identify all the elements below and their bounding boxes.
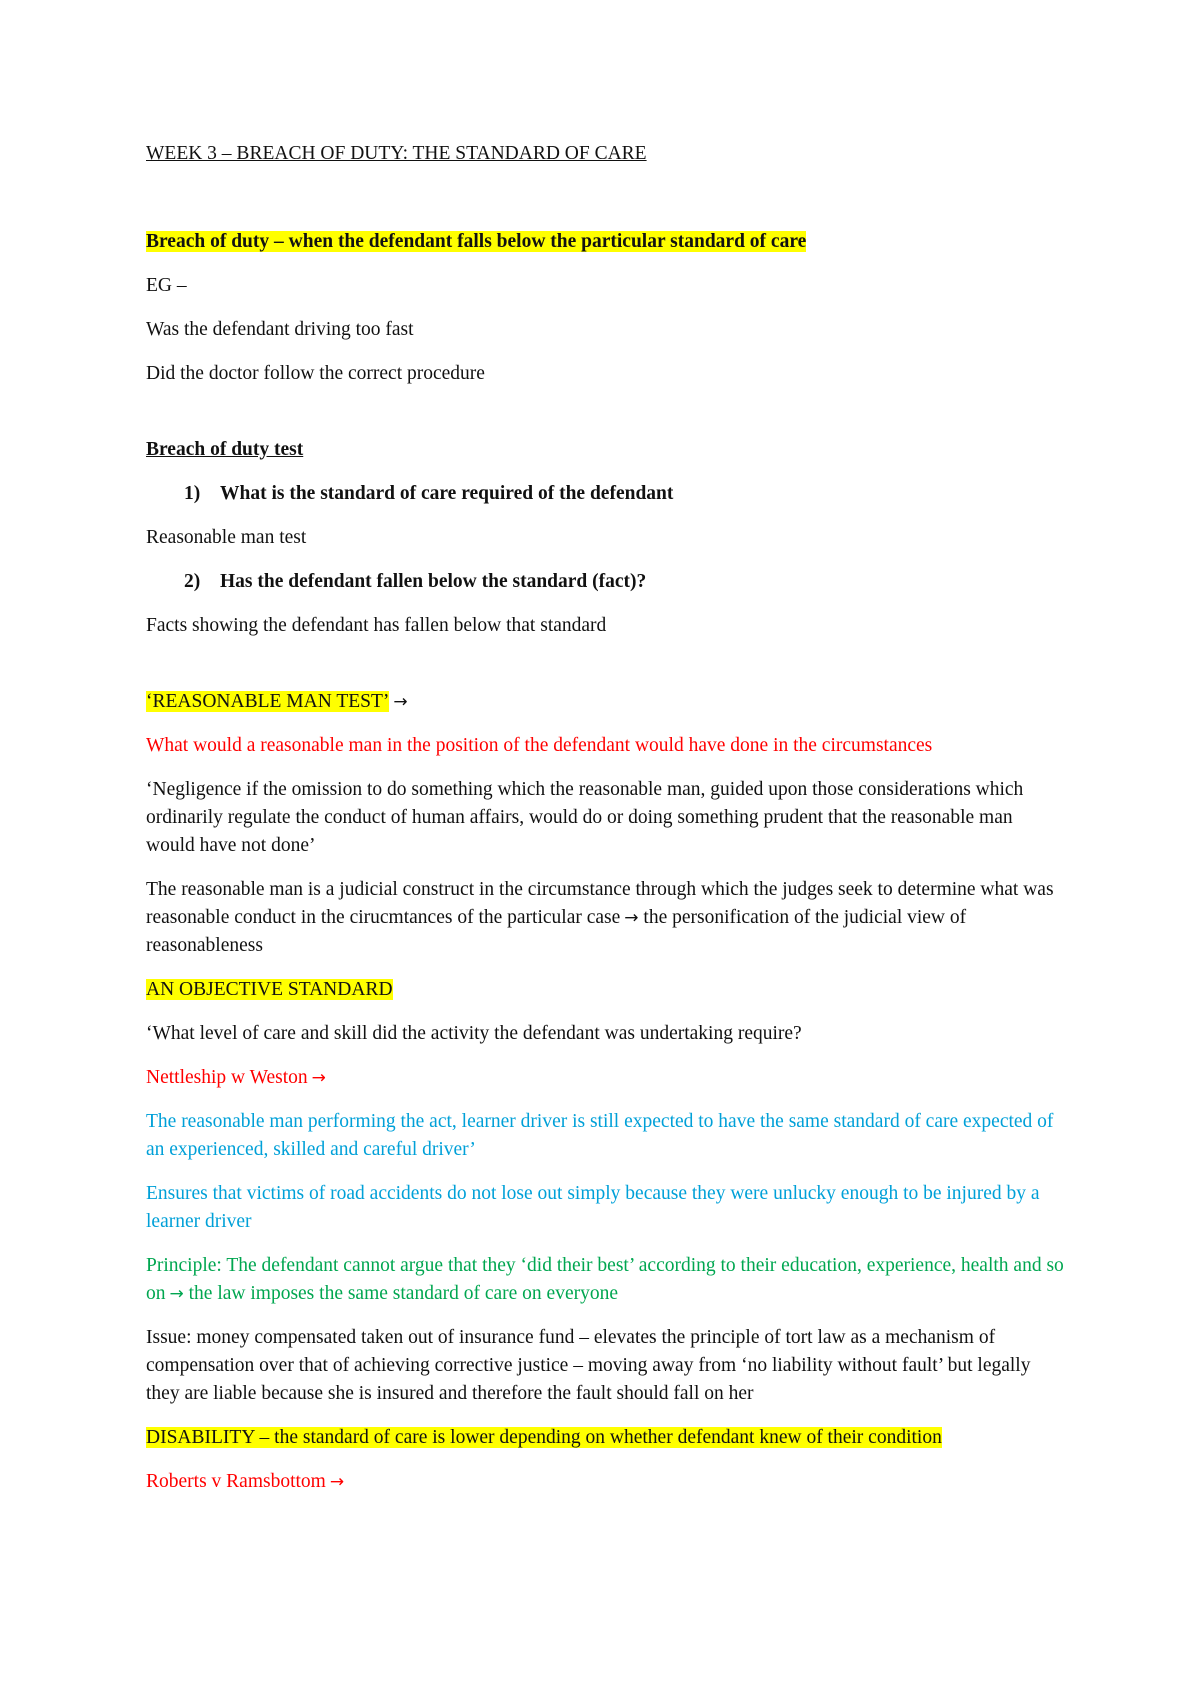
eg-label: EG – xyxy=(146,275,187,296)
document-title: WEEK 3 – BREACH OF DUTY: THE STANDARD OF CARE xyxy=(146,143,647,164)
nettleship-issue: Issue: money compensated taken out of insurance fund – elevates the principle of tort law as a mechanism of compensation over that of achieving corrective justice – moving away from ‘no liability without fault’ but legally they are liable because she is insured and therefore the fault should fall on her xyxy=(146,1327,1031,1404)
nettleship-holding: The reasonable man performing the act, learner driver is still expected to have the same standard of care expected of an experienced, skilled and careful driver’ xyxy=(146,1111,1054,1160)
negligence-quote: ‘Negligence if the omission to do something which the reasonable man, guided upon those considerations which ordinarily regulate the conduct of human affairs, would do or doing something prudent that the reasonable man would have not done’ xyxy=(146,779,1024,856)
objective-heading-text: AN OBJECTIVE STANDARD xyxy=(146,979,393,1000)
reasonable-man-heading xyxy=(146,688,1066,716)
step-number: 1) xyxy=(184,483,201,504)
disability-heading xyxy=(146,1424,1066,1452)
arrow-right-icon: → xyxy=(329,1472,345,1492)
breach-definition xyxy=(146,228,1066,256)
test-heading: Breach of duty test xyxy=(146,439,304,460)
arrow-right-icon: → xyxy=(169,1284,184,1304)
eg-item: Was the defendant driving too fast xyxy=(146,319,414,340)
nettleship-principle xyxy=(146,1252,1066,1308)
test-step-1 xyxy=(184,480,1066,508)
objective-heading xyxy=(146,976,1066,1004)
judicial-construct-text: The reasonable man is a judicial construct in the circumstance through which the judges seek to determine what was reasonable conduct in the cirucmtances of the particular case xyxy=(146,879,1054,928)
step-number: 2) xyxy=(184,571,201,592)
judicial-construct-continuation: the personification of the judicial view of reasonableness xyxy=(146,907,967,956)
principle-continuation: the law imposes the same standard of care on everyone xyxy=(188,1283,619,1304)
step-answer: Facts showing the defendant has fallen below that standard xyxy=(146,615,607,636)
arrow-right-icon: → xyxy=(311,1068,326,1088)
case-nettleship xyxy=(146,1064,1066,1092)
nettleship-rationale: Ensures that victims of road accidents do not lose out simply because they were unlucky enough to be injured by a learner driver xyxy=(146,1183,1040,1232)
step-question: Has the defendant fallen below the standard (fact)? xyxy=(220,571,647,592)
step-answer: Reasonable man test xyxy=(146,527,307,548)
eg-item: Did the doctor follow the correct procedure xyxy=(146,363,485,384)
disability-heading-text: DISABILITY – the standard of care is lower depending on whether defendant knew of their condition xyxy=(146,1427,942,1448)
reasonable-man-question: What would a reasonable man in the position of the defendant would have done in the circumstances xyxy=(146,735,933,756)
test-step-2 xyxy=(184,568,1066,596)
document-body xyxy=(146,140,1066,1512)
case-roberts xyxy=(146,1468,1066,1496)
breach-definition-text: Breach of duty – when the defendant falls below the particular standard of care xyxy=(146,231,807,252)
case-name: Roberts v Ramsbottom xyxy=(146,1471,326,1492)
step-question: What is the standard of care required of the defendant xyxy=(220,483,674,504)
judicial-construct xyxy=(146,876,1066,960)
case-name: Nettleship w Weston xyxy=(146,1067,308,1088)
arrow-right-icon: → xyxy=(393,692,408,712)
reasonable-man-heading-text: ‘REASONABLE MAN TEST’ xyxy=(146,691,390,712)
arrow-right-icon: → xyxy=(624,908,639,928)
objective-question: ‘What level of care and skill did the activity the defendant was undertaking require? xyxy=(146,1023,802,1044)
principle-text: Principle: The defendant cannot argue that they ‘did their best’ according to their education, experience, health and so on xyxy=(146,1255,1064,1304)
